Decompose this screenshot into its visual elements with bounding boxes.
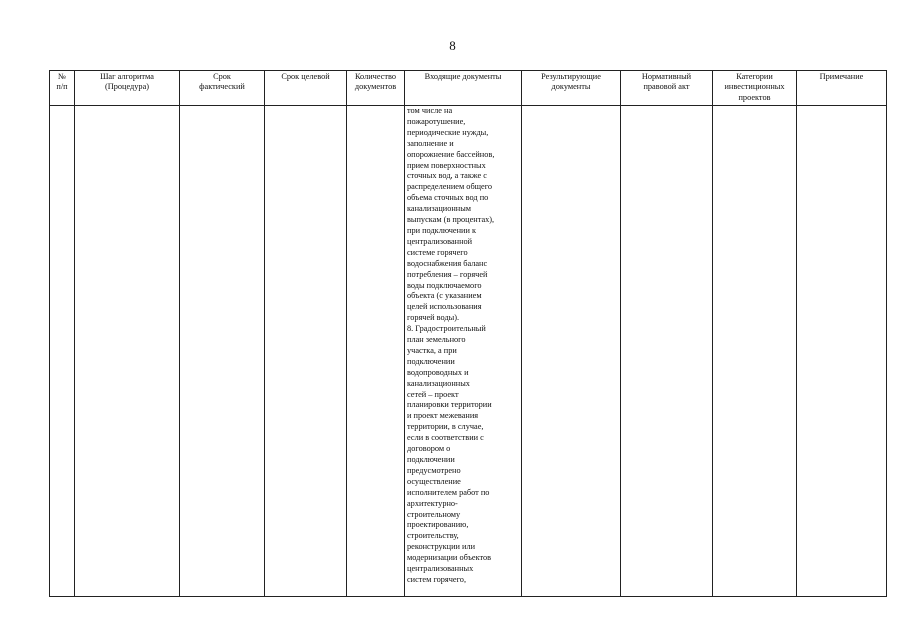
header-label: Результирующие документы bbox=[541, 72, 601, 92]
cell-incoming-documents: том числе на пожаротушение, периодические нужды, заполнение и опорожнение бассейнов, прием поверхностных сточных вод, а также с распределением общего объема сточных вод по канализационным выпускам (в процентах), при подключении к централизованной системе горячего водоснабжения баланс потребления – горячей воды подключаемого объекта (с указанием целей использования горячей воды). 8. Градостроительный план земельного участка, а при подключении водопроводных и канализационных сетей – проект планировки территории и проект межевания территории, в случае, если в соответствии с договором о подключении предусмотрено осуществление исполнителем работ по архитектурно- строительному проектированию, строительству, реконструкции или модернизации объектов централизованных систем горячего, bbox=[405, 106, 522, 597]
cell-normative-act bbox=[621, 106, 713, 597]
page-number: 8 bbox=[449, 38, 456, 53]
header-label: Нормативный правовой акт bbox=[641, 72, 692, 92]
cell-actual-term bbox=[180, 106, 265, 597]
header-normative-act bbox=[621, 71, 713, 106]
header-investment-categories bbox=[713, 71, 797, 106]
table-header-row bbox=[50, 71, 887, 106]
header-label: Примечание bbox=[819, 72, 864, 81]
table-row bbox=[50, 106, 887, 597]
cell-investment-categories bbox=[713, 106, 797, 597]
cell-target-term bbox=[265, 106, 347, 597]
header-note bbox=[797, 71, 887, 106]
header-label: Шаг алгоритма (Процедура) bbox=[100, 72, 154, 92]
header-label: Входящие документы bbox=[424, 72, 502, 81]
header-label: Количество документов bbox=[354, 72, 397, 92]
algorithm-table bbox=[49, 70, 887, 597]
header-label: Срок целевой bbox=[281, 72, 330, 81]
header-algorithm-step bbox=[75, 71, 180, 106]
header-label: Срок фактический bbox=[199, 72, 245, 92]
cell-document-count bbox=[347, 106, 405, 597]
cell-number bbox=[50, 106, 75, 597]
header-document-count bbox=[347, 71, 405, 106]
header-actual-term bbox=[180, 71, 265, 106]
header-incoming-documents bbox=[405, 71, 522, 106]
cell-algorithm-step bbox=[75, 106, 180, 597]
header-result-documents bbox=[522, 71, 621, 106]
cell-result-documents bbox=[522, 106, 621, 597]
header-number bbox=[50, 71, 75, 106]
cell-note bbox=[797, 106, 887, 597]
header-target-term bbox=[265, 71, 347, 106]
header-label: Категории инвестиционных проектов bbox=[724, 72, 785, 102]
header-label: № п/п bbox=[56, 72, 68, 92]
